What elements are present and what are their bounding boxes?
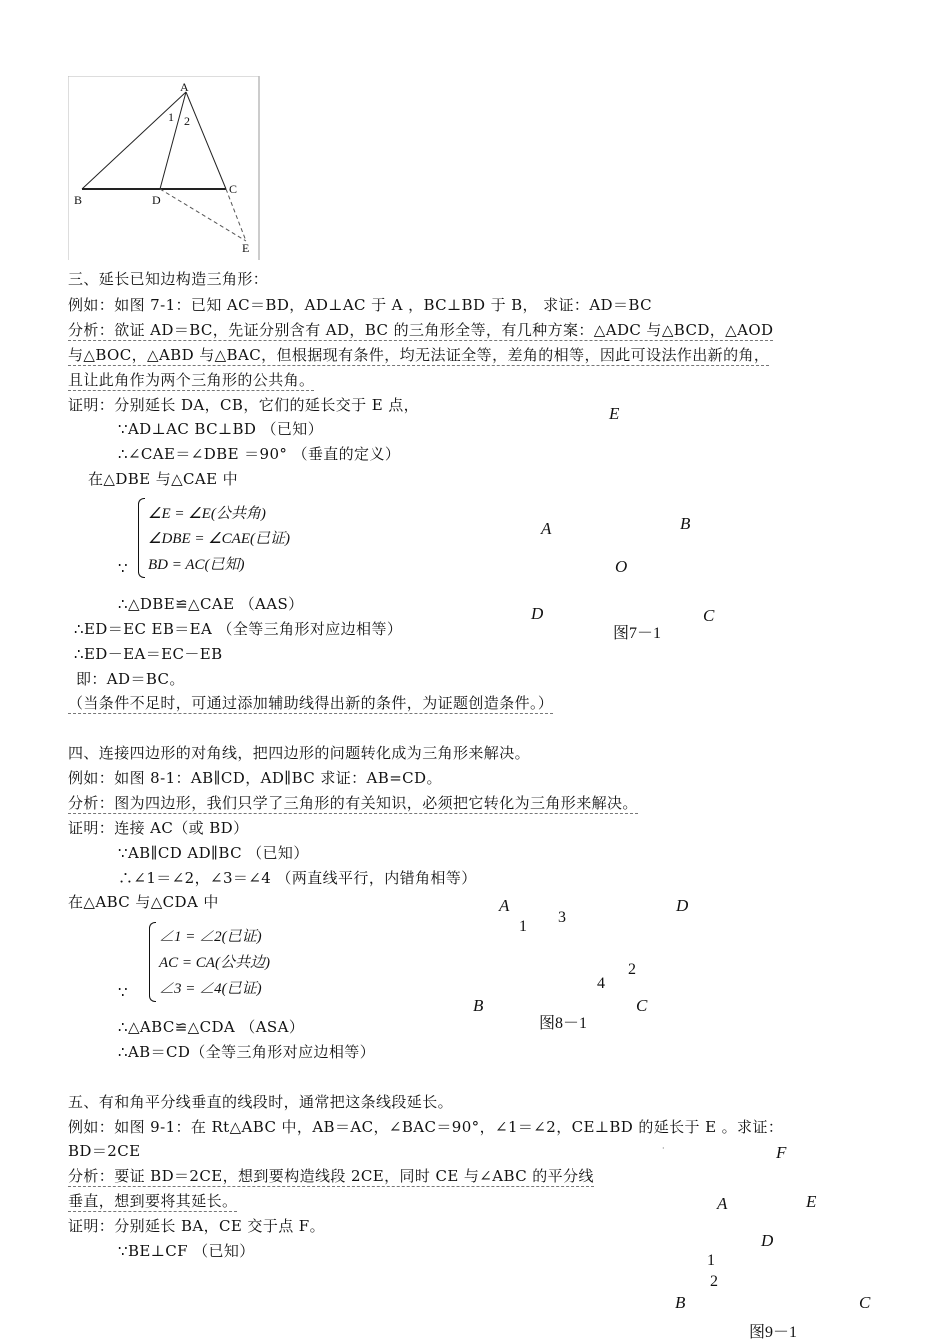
fig9-label-B: B	[675, 1293, 686, 1312]
label-A: A	[180, 80, 189, 94]
label-C: C	[229, 182, 238, 196]
sec5-analysis-2: 垂直，想到要将其延长。	[68, 1192, 238, 1210]
sec4-example: 例如：如图 8-1：AB∥CD，AD∥BC 求证：AB=CD。	[68, 769, 442, 787]
sec4-because-symbol: ∵	[118, 983, 128, 1001]
label-E: E	[242, 241, 250, 255]
label-B: B	[74, 193, 83, 207]
fig7-label-A: A	[541, 519, 552, 538]
sec4-cond-1: ∠1 = ∠2(已证)	[159, 929, 262, 945]
fig8-label-B: B	[473, 996, 484, 1015]
fig9-label-E: E	[806, 1192, 817, 1211]
fig8-label-C: C	[636, 996, 648, 1015]
sec3-step-6: ∴ED－EA＝EC－EB	[74, 645, 223, 663]
sec3-step-3: 在△DBE 与△CAE 中	[88, 470, 239, 488]
sec4-step-4: ∴△ABC≌△CDA （ASA）	[118, 1018, 305, 1036]
sec3-step-2: ∴∠CAE＝∠DBE ＝90° （垂直的定义）	[118, 445, 401, 463]
figure-top-svg	[68, 76, 260, 260]
fig9-label-F: F	[776, 1143, 787, 1162]
sec5-step-1: ∵BE⊥CF （已知）	[118, 1242, 255, 1260]
sec3-cond-1: ∠E = ∠E(公共角)	[148, 506, 266, 522]
sec3-step-5: ∴ED＝EC EB＝EA （全等三角形对应边相等）	[74, 620, 403, 638]
fig8-label-1: 1	[519, 918, 527, 935]
fig8-label-A: A	[499, 896, 510, 915]
sec5-example-2: BD＝2CE	[68, 1142, 141, 1160]
fig9-label-A: A	[717, 1194, 728, 1213]
sec3-step-1: ∵AD⊥AC BC⊥BD （已知）	[118, 420, 324, 438]
sec5-example-1: 例如：如图 9-1：在 Rt△ABC 中，AB＝AC，∠BAC＝90°，∠1＝∠2，CE⊥BD 的延长于 E 。求证：	[68, 1118, 784, 1136]
fig9-label-2: 2	[710, 1273, 718, 1290]
fig8-label-2: 2	[628, 961, 636, 978]
figure-top	[68, 76, 260, 260]
sec3-proof: 证明：分别延长 DA，CB，它们的延长交于 E 点，	[68, 396, 420, 414]
fig8-label-4: 4	[597, 975, 605, 992]
fig8-label-D: D	[676, 896, 689, 915]
sec3-step-7: 即：AD＝BC。	[76, 670, 185, 688]
sec4-step-1: ∵AB∥CD AD∥BC （已知）	[118, 844, 309, 862]
sec4-cond-3: ∠3 = ∠4(已证)	[159, 981, 262, 997]
label-D: D	[152, 193, 161, 207]
brace-bracket-2	[149, 922, 156, 1002]
sec3-example: 例如：如图 7-1：已知 AC＝BD，AD⊥AC 于 A ，BC⊥BD 于 B， 求证：AD＝BC	[68, 296, 652, 314]
fig8-label-3: 3	[558, 909, 566, 926]
sec3-because-symbol: ∵	[118, 559, 128, 577]
sec3-analysis-3: 且让此角作为两个三角形的公共角。	[68, 371, 315, 389]
sec3-analysis-2: 与△BOC，△ABD 与△BAC，但根据现有条件，均无法证全等，差角的相等，因此可设法作出新的角，	[68, 346, 770, 364]
sec4-step-5: ∴AB＝CD（全等三角形对应边相等）	[118, 1043, 376, 1061]
fig7-label-O: O	[615, 557, 628, 576]
sec5-proof: 证明：分别延长 BA，CE 交于点 F。	[68, 1217, 325, 1235]
fig7-label-B: B	[680, 514, 691, 533]
sec3-cond-3: BD = AC(已知)	[148, 557, 245, 573]
fig9-label-1: 1	[707, 1252, 715, 1269]
sec4-cond-2: AC = CA(公共边)	[159, 955, 270, 971]
fig7-label-E: E	[609, 404, 620, 423]
fig7-label-D: D	[531, 604, 544, 623]
fig8-caption: 图8－1	[539, 1015, 588, 1032]
sec4-proof: 证明：连接 AC（或 BD）	[68, 819, 249, 837]
fig9-label-C: C	[859, 1293, 871, 1312]
label-1: 1	[168, 110, 174, 124]
sec3-title: 三、延长已知边构造三角形：	[68, 270, 269, 288]
fig9-dot: ·	[662, 1144, 665, 1153]
fig9-caption: 图9－1	[749, 1324, 798, 1341]
sec5-analysis-1: 分析：要证 BD＝2CE，想到要构造线段 2CE，同时 CE 与∠ABC 的平分线	[68, 1167, 594, 1185]
sec4-brace-system	[149, 920, 349, 1004]
brace-bracket	[138, 498, 145, 578]
label-2: 2	[184, 114, 190, 128]
sec4-step-2: ∴∠1＝∠2，∠3＝∠4 （两直线平行，内错角相等）	[118, 869, 477, 887]
sec5-title: 五、有和角平分线垂直的线段时，通常把这条线段延长。	[68, 1093, 454, 1111]
sec3-brace-system	[138, 496, 338, 580]
sec3-cond-2: ∠DBE = ∠CAE(已证)	[148, 531, 290, 547]
sec4-analysis: 分析：图为四边形，我们只学了三角形的有关知识，必须把它转化为三角形来解决。	[68, 794, 638, 812]
sec4-title: 四、连接四边形的对角线，把四边形的问题转化成为三角形来解决。	[68, 744, 531, 762]
fig7-caption: 图7－1	[613, 625, 662, 642]
sec4-step-3: 在△ABC 与△CDA 中	[68, 893, 219, 911]
fig7-label-C: C	[703, 606, 715, 625]
sec3-analysis-1: 分析：欲证 AD＝BC，先证分别含有 AD，BC 的三角形全等，有几种方案：△ADC 与△BCD，△AOD	[68, 321, 774, 339]
fig9-label-D: D	[761, 1231, 774, 1250]
sec3-step-4: ∴△DBE≌△CAE （AAS）	[118, 595, 304, 613]
sec3-note: （当条件不足时，可通过添加辅助线得出新的条件，为证题创造条件。）	[68, 694, 554, 712]
